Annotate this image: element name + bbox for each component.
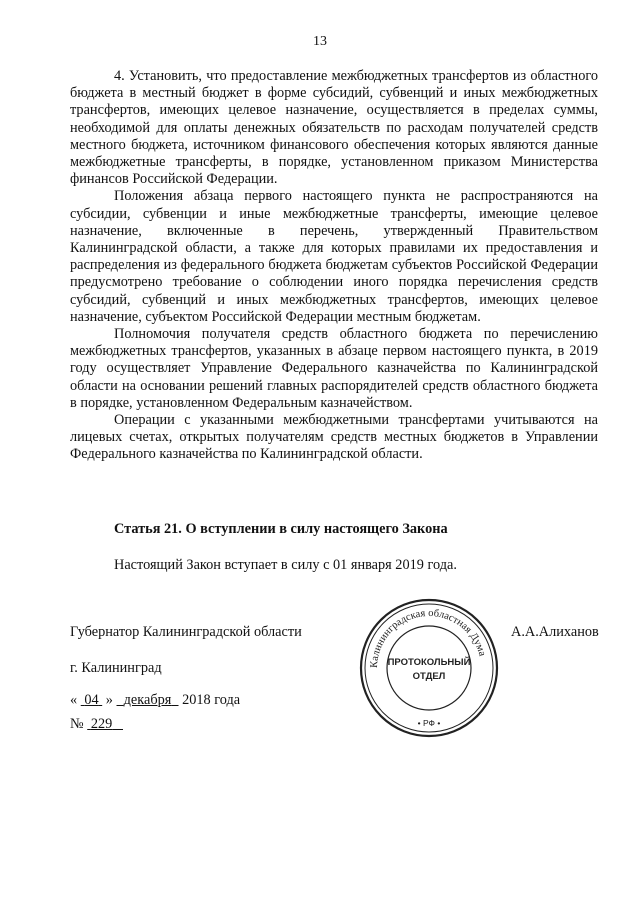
paragraph-3: Полномочия получателя средств областного бюджета по перечислению межбюджетных трансфертов, указанных в абзаце первом настоящего пункта, в 2019 году осуществляет Управление Федерального казначейства по Калининградской области на основании решений главных распорядителей средств областного бюджета в порядке, установленном Федеральным казначейством. bbox=[70, 326, 598, 411]
date-day-value: 04 bbox=[84, 692, 99, 708]
stamp-bottom-text: • РФ • bbox=[417, 718, 441, 728]
stamp-ring-text: Калининградская областная Дума bbox=[368, 607, 488, 669]
number-value: 229 bbox=[90, 716, 113, 732]
date-close-quote: » bbox=[105, 692, 113, 708]
page-number: 13 bbox=[313, 34, 327, 49]
city-label: г. Калининград bbox=[70, 660, 162, 676]
effective-date-text: Настоящий Закон вступает в силу с 01 января 2019 года. bbox=[114, 557, 457, 573]
governor-title: Губернатор Калининградской области bbox=[70, 624, 302, 640]
date-month bbox=[117, 692, 179, 708]
article-heading: Статья 21. О вступлении в силу настоящего Закона bbox=[114, 521, 448, 537]
official-stamp bbox=[358, 597, 500, 739]
paragraph-1: 4. Установить, что предоставление межбюджетных трансфертов из областного бюджета в местный бюджет в форме субсидий, субвенций и иных межбюджетных трансфертов, имеющих целевое назначение, осуществляется в пределах суммы, необходимой для оплаты денежных обязательств по расходам получателей средств местного бюджета, источником финансового обеспечения которых являются данные межбюджетные трансферты, в порядке, установленном приказом Министерства финансов Российской Федерации. bbox=[70, 68, 598, 188]
body-text bbox=[70, 68, 598, 464]
stamp-center-line2: ОТДЕЛ bbox=[412, 671, 446, 682]
paragraph-4: Операции с указанными межбюджетными трансфертами учитываются на лицевых счетах, открытых получателям средств местных бюджетов в Управлении Федерального казначейства по Калининградской области. bbox=[70, 412, 598, 463]
date-month-value: декабря bbox=[123, 692, 172, 708]
law-number bbox=[70, 716, 123, 733]
signer-name: А.А.Алиханов bbox=[511, 624, 599, 640]
date-day bbox=[81, 692, 102, 708]
date-year: 2018 года bbox=[182, 692, 241, 708]
date-open-quote: « bbox=[70, 692, 78, 708]
paragraph-2: Положения абзаца первого настоящего пункта не распространяются на субсидии, субвенции и иные межбюджетные трансферты, имеющие целевое назначение, включенные в перечень, утвержденный Правительством Калининградской области, а также для которых правилами их предоставления и распределения из федерального бюджета бюджетам субъектов Российской Федерации предусмотрено требование о соблюдении иного порядка перечисления средств субсидий, субвенций и иных межбюджетных трансфертов, имеющих целевое назначение, субъектом Российской Федерации местным бюджетам. bbox=[70, 188, 598, 325]
number-value-wrap bbox=[87, 716, 123, 732]
number-prefix: № bbox=[70, 716, 84, 732]
stamp-center-line1: ПРОТОКОЛЬНЫЙ bbox=[387, 657, 471, 668]
signing-date bbox=[70, 692, 240, 709]
